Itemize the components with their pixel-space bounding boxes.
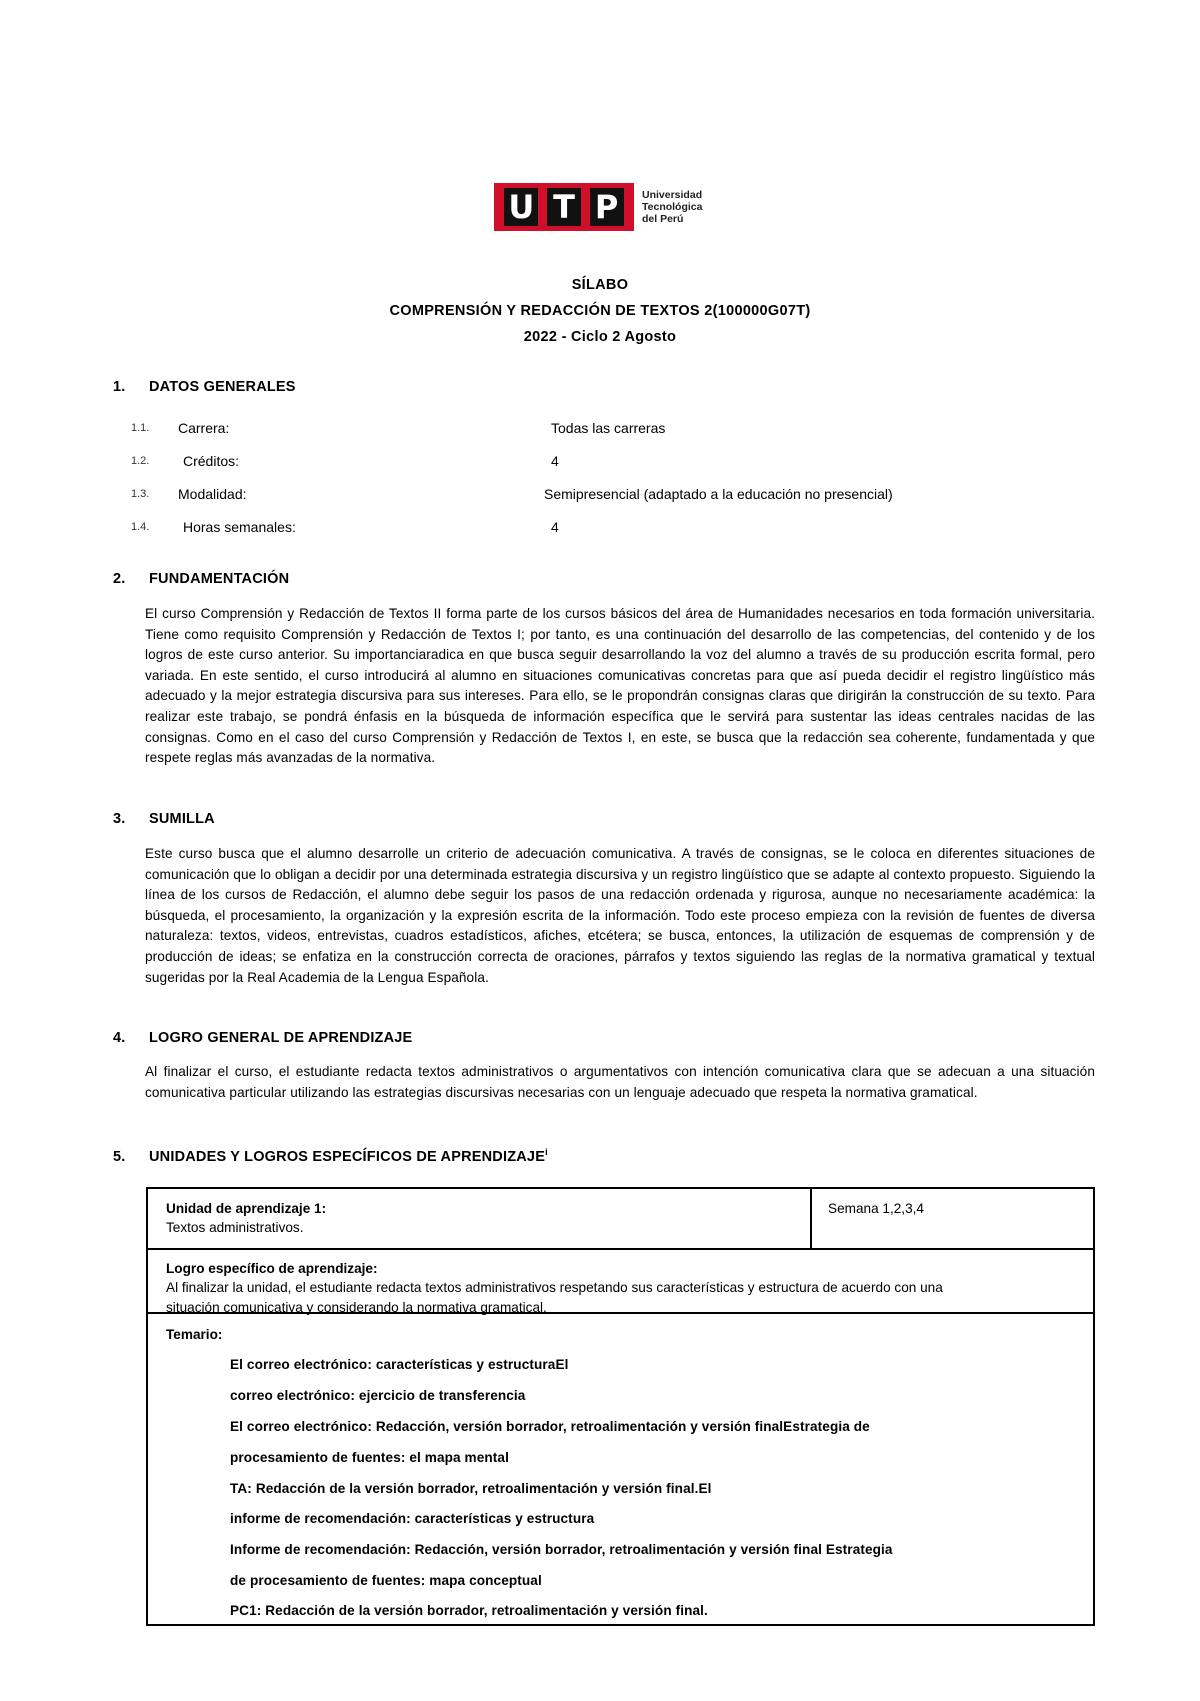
section-number: 5.	[113, 1148, 126, 1165]
temario-item: Informe de recomendación: Redacción, versión borrador, retroalimentación y versión final Estrategia	[230, 1542, 893, 1557]
temario-item: El correo electrónico: características y estructuraEl	[230, 1357, 569, 1372]
unit-weeks: Semana 1,2,3,4	[828, 1201, 924, 1216]
logo-letter-t: T	[547, 188, 581, 226]
section-title: DATOS GENERALES	[149, 379, 296, 395]
logo-line: Tecnológica	[642, 201, 703, 213]
logo-letter-u: U	[504, 188, 538, 226]
section-number: 1.	[113, 379, 126, 395]
temario-label: Temario:	[166, 1327, 223, 1342]
datos-row	[131, 517, 1031, 537]
datos-row	[131, 418, 1031, 438]
row-label: Carrera:	[178, 420, 230, 436]
logro-general-text: Al finalizar el curso, el estudiante redacta textos administrativos o argumentativos con intención comunicativa clara que se adecuan a una situación comunicativa particular utilizando las estrategias discursivas necesarias con un lenguaje adecuado que respeta la normativa gramatical.	[145, 1064, 1095, 1100]
course-period: 2022 - Ciclo 2 Agosto	[523, 329, 677, 345]
temario-item: TA: Redacción de la versión borrador, retroalimentación y versión final.El	[230, 1481, 712, 1496]
course-title: COMPRENSIÓN Y REDACCIÓN DE TEXTOS 2(100000G07T)	[389, 303, 811, 319]
section-heading	[113, 1030, 412, 1046]
section-title: LOGRO GENERAL DE APRENDIZAJE	[149, 1030, 413, 1046]
row-number: 1.4.	[131, 521, 150, 533]
unit-name-cell	[148, 1189, 812, 1248]
row-number: 1.3.	[131, 488, 150, 500]
fundamentacion-text: El curso Comprensión y Redacción de Textos II forma parte de los cursos básicos del área de Humanidades necesarios en toda formación universitaria. Tiene como requisito Comprensión y Redacción de Textos I; por tanto, es una continuación del desarrollo de las competencias, del contenido y de los logros de este curso anterior. Su importanciaradica en que busca seguir desarrollando la voz del alumno a través de su producción escrita formal, pero variada. En este sentido, el curso introducirá al alumno en situaciones comunicativas concretas para que así pueda decidir el registro lingüístico más adecuado y la mejor estrategia discursiva para sus intereses. Para ello, se le propondrán consignas claras que dirigirán la construcción de su texto. Para realizar este trabajo, se pondrá énfasis en la búsqueda de información específica que le servirá para sustentar las ideas centrales nacidas de las consignas. Como en el caso del curso Comprensión y Redacción de Textos I, en este, se busca que la redacción sea coherente, fundamentada y que respete reglas más avanzadas de la normativa.	[145, 606, 1095, 766]
row-value: Todas las carreras	[551, 420, 666, 436]
row-value: 4	[551, 519, 559, 535]
row-number: 1.1.	[131, 422, 150, 434]
temario-item: correo electrónico: ejercicio de transferencia	[230, 1388, 526, 1403]
logro-label: Logro específico de aprendizaje:	[166, 1261, 378, 1276]
section-heading	[113, 379, 296, 395]
datos-row	[131, 484, 1031, 504]
section-number: 2.	[113, 571, 126, 587]
row-value: 4	[551, 453, 559, 469]
logo-wordmark	[642, 189, 702, 225]
title-block	[0, 272, 1200, 350]
logo-mark	[494, 183, 634, 231]
section-number: 3.	[113, 811, 126, 827]
row-label: Créditos:	[183, 453, 240, 469]
unit-name: Textos administrativos.	[166, 1220, 304, 1235]
temario-item: de procesamiento de fuentes: mapa conceptual	[230, 1573, 542, 1588]
row-label: Horas semanales:	[183, 519, 296, 535]
section-number: 4.	[113, 1030, 126, 1046]
logo-line: Universidad	[642, 189, 703, 201]
sumilla-text: Este curso busca que el alumno desarrolle un criterio de adecuación comunicativa. A través de consignas, se le coloca en diferentes situaciones de comunicación que lo obligan a decidir por una determinada estrategia discursiva y un registro lingüístico que se adapte al contexto propuesto. Siguiendo la línea de los cursos de Redacción, el alumno debe seguir los pasos de una redacción ordenada y rigurosa, aunque no necesariamente académica: la búsqueda, el procesamiento, la organización y la expresión escrita de la información. Todo este proceso empieza con la revisión de fuentes de diversa naturaleza: textos, videos, entrevistas, cuadros estadísticos, afiches, etcétera; se busca, entonces, la utilización de esquemas de comprensión y de producción de ideas; se enfatiza en la construcción correcta de oraciones, párrafos y textos siguiendo las reglas de la normativa gramatical y textual sugeridas por la Real Academia de la Lengua Española.	[145, 846, 1095, 985]
temario-item: procesamiento de fuentes: el mapa mental	[230, 1450, 509, 1465]
row-label: Modalidad:	[178, 486, 247, 502]
section-title: FUNDAMENTACIÓN	[149, 571, 290, 587]
document-title: SÍLABO	[571, 277, 629, 293]
unit-table	[146, 1187, 1095, 1626]
section-title: SUMILLA	[149, 811, 215, 827]
section-heading	[113, 1147, 548, 1165]
logo-line: del Perú	[642, 213, 684, 225]
temario-item: El correo electrónico: Redacción, versión borrador, retroalimentación y versión finalEstrategia de	[230, 1419, 870, 1434]
unit-label: Unidad de aprendizaje 1:	[166, 1201, 327, 1216]
temario-item: PC1: Redacción de la versión borrador, retroalimentación y versión final.	[230, 1603, 708, 1618]
section-heading	[113, 571, 289, 587]
logo-letter-p: P	[590, 188, 624, 226]
section-title: UNIDADES Y LOGROS ESPECÍFICOS DE APRENDIZAJE	[149, 1148, 546, 1165]
row-value: Semipresencial (adaptado a la educación no presencial)	[544, 486, 893, 502]
temario-item: informe de recomendación: características y estructura	[230, 1511, 595, 1526]
unit-logro-row	[148, 1250, 1093, 1314]
utp-logo	[494, 183, 702, 231]
row-number: 1.2.	[131, 455, 150, 467]
footnote-marker: i	[545, 1147, 548, 1157]
datos-row	[131, 451, 1031, 471]
logro-text: Al finalizar la unidad, el estudiante redacta textos administrativos respetando sus características y estructura de acuerdo con una situación comunicativa y considerando la normativa gramatical.	[166, 1280, 943, 1315]
unit-header-row	[148, 1189, 1093, 1250]
section-heading	[113, 811, 215, 827]
